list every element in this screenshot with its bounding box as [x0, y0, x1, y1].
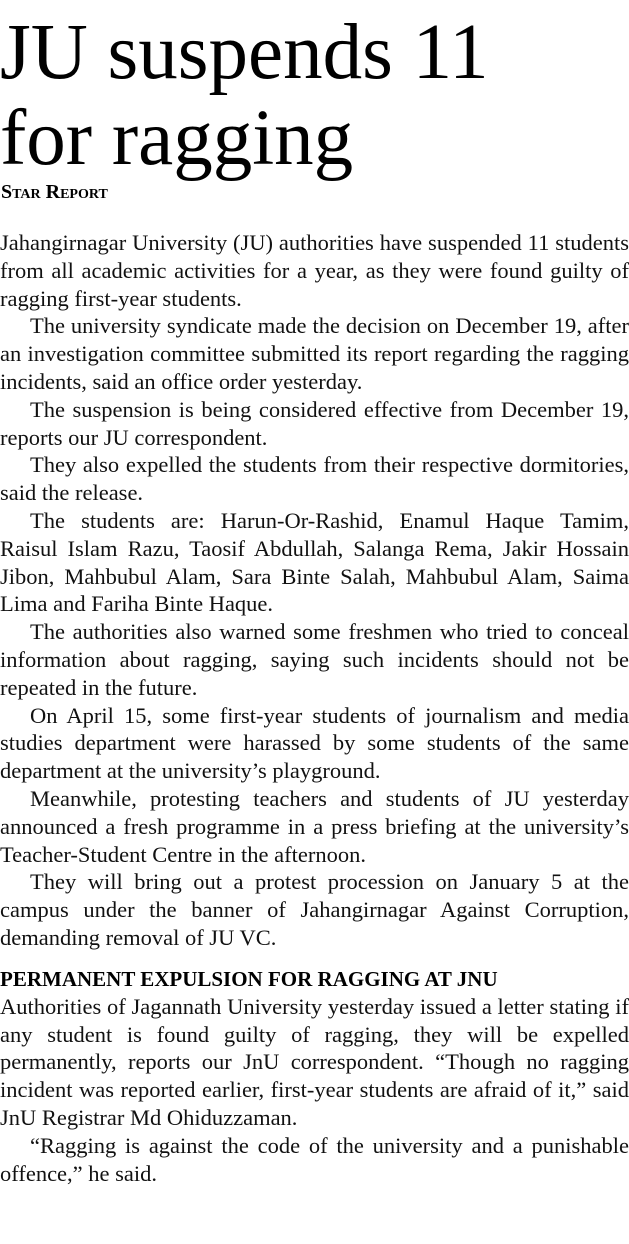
headline: [0, 10, 629, 182]
paragraph: Jahangirnagar University (JU) authorities have suspended 11 students from all academic activities for a year, as they were found guilty of ragging first-year students.: [0, 230, 629, 311]
paragraph: The students are: Harun-Or-Rashid, Enamul Haque Tamim, Raisul Islam Razu, Taosif Abdullah, Salanga Rema, Jakir Hossain Jibon, Mahbubul Alam, Sara Binte Salah, Mahbubul Alam, Saima Lima and Fariha Binte Haque.: [0, 507, 629, 617]
article-body: [0, 229, 629, 1187]
paragraph: The suspension is being considered effective from December 19, reports our JU correspondent.: [0, 396, 629, 450]
paragraph: The authorities also warned some freshmen who tried to conceal information about ragging, saying such incidents should not be repeated in the future.: [0, 619, 629, 700]
headline-line-2: for ragging: [0, 95, 354, 182]
paragraph: They will bring out a protest procession on January 5 at the campus under the banner of Jahangirnagar Against Corruption, demanding removal of JU VC.: [0, 869, 629, 950]
paragraph: They also expelled the students from their respective dormitories, said the release.: [0, 452, 629, 506]
paragraph: Meanwhile, protesting teachers and students of JU yesterday announced a fresh programme in a press briefing at the university’s Teacher-Student Centre in the afternoon.: [0, 785, 629, 867]
headline-line-1: JU suspends 11: [0, 9, 489, 96]
paragraph: Authorities of Jagannath University yesterday issued a letter stating if any student is found guilty of ragging, they will be expelled permanently, reports our JnU correspondent. “Though no ragging incident was reported earlier, first-year students are afraid of it,” said JnU Registrar Md Ohiduzzaman.: [0, 993, 629, 1130]
subheading: PERMANENT EXPULSION FOR RAGGING AT JNU: [0, 966, 498, 991]
paragraph: The university syndicate made the decision on December 19, after an investigation committee submitted its report regarding the ragging incidents, said an office order yesterday.: [0, 313, 629, 394]
paragraph: On April 15, some first-year students of journalism and media studies department were harassed by some students of the same department at the university’s playground.: [0, 702, 629, 784]
paragraph: “Ragging is against the code of the university and a punishable offence,” he said.: [0, 1132, 629, 1186]
byline: Star Report: [1, 181, 108, 203]
